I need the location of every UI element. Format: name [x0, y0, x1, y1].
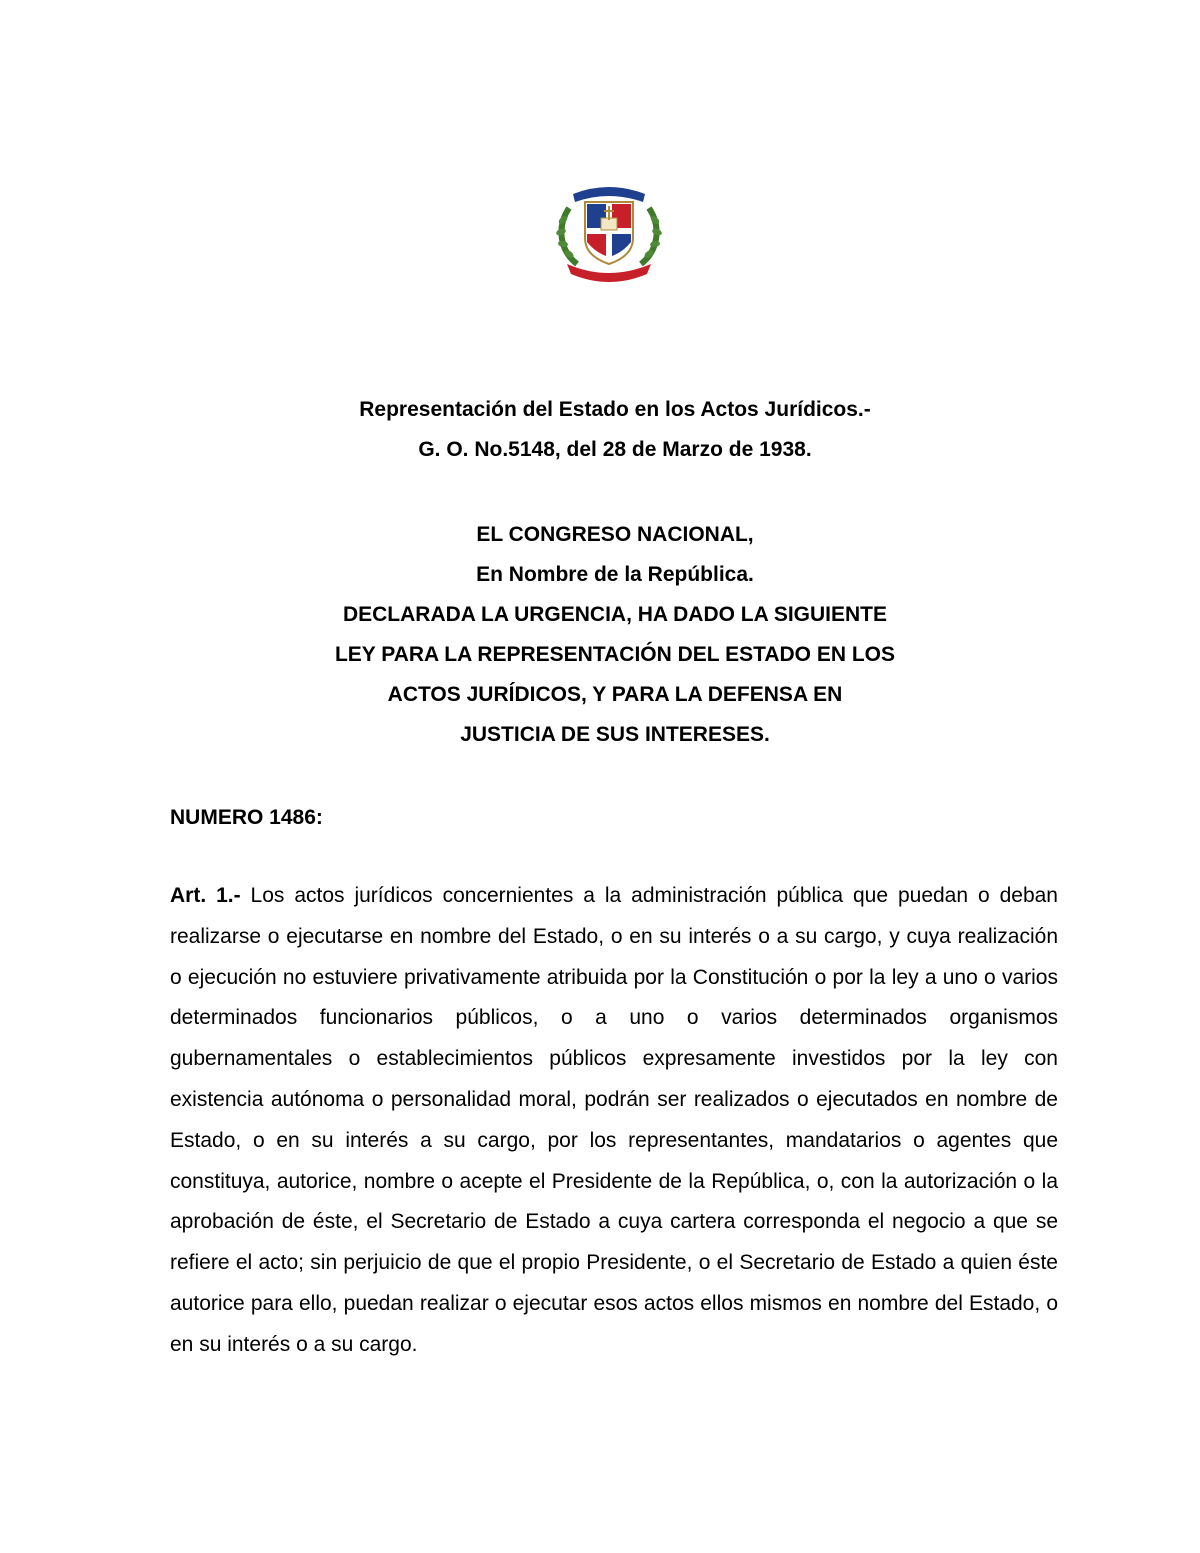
law-header: [170, 515, 1060, 755]
article-1: [170, 876, 1058, 1366]
gazette-reference: G. O. No.5148, del 28 de Marzo de 1938.: [418, 438, 812, 461]
declaration-line: JUSTICIA DE SUS INTERESES.: [460, 723, 770, 746]
article-label: Art. 1.-: [170, 884, 241, 907]
republic-heading: En Nombre de la República.: [476, 563, 754, 586]
declaration-line: ACTOS JURÍDICOS, Y PARA LA DEFENSA EN: [387, 683, 843, 706]
law-number: NUMERO 1486:: [170, 806, 323, 829]
document-title: [170, 390, 1060, 470]
congress-heading: EL CONGRESO NACIONAL,: [476, 523, 754, 546]
declaration-line: LEY PARA LA REPRESENTACIÓN DEL ESTADO EN LOS: [334, 643, 896, 666]
declaration-line: DECLARADA LA URGENCIA, HA DADO LA SIGUIENTE: [342, 603, 888, 626]
coat-of-arms-icon: [551, 178, 667, 284]
article-text: Los actos jurídicos concernientes a la administración pública que puedan o deban realizarse o ejecutarse en nombre del Estado, o en su interés o a su cargo, y cuya realización o ejecución no estuviere privativamente atribuida por la Constitución o por la ley a uno o varios determinados funcionarios públicos, o a uno o varios determinados organismos gubernamentales o establecimientos públicos expresamente investidos por la ley con existencia autónoma o personalidad moral, podrán ser realizados o ejecutados en nombre de Estado, o en su interés a su cargo, por los representantes, mandatarios o agentes que constituya, autorice, nombre o acepte el Presidente de la República, o, con la autorización o la aprobación de éste, el Secretario de Estado a cuya cartera corresponda el negocio a que se refiere el acto; sin perjuicio de que el propio Presidente, o el Secretario de Estado a quien éste autorice para ello, puedan realizar o ejecutar esos actos ellos mismos en nombre del Estado, o en su interés o a su cargo.: [170, 884, 1058, 1356]
title-line: Representación del Estado en los Actos Jurídicos.-: [359, 398, 871, 421]
